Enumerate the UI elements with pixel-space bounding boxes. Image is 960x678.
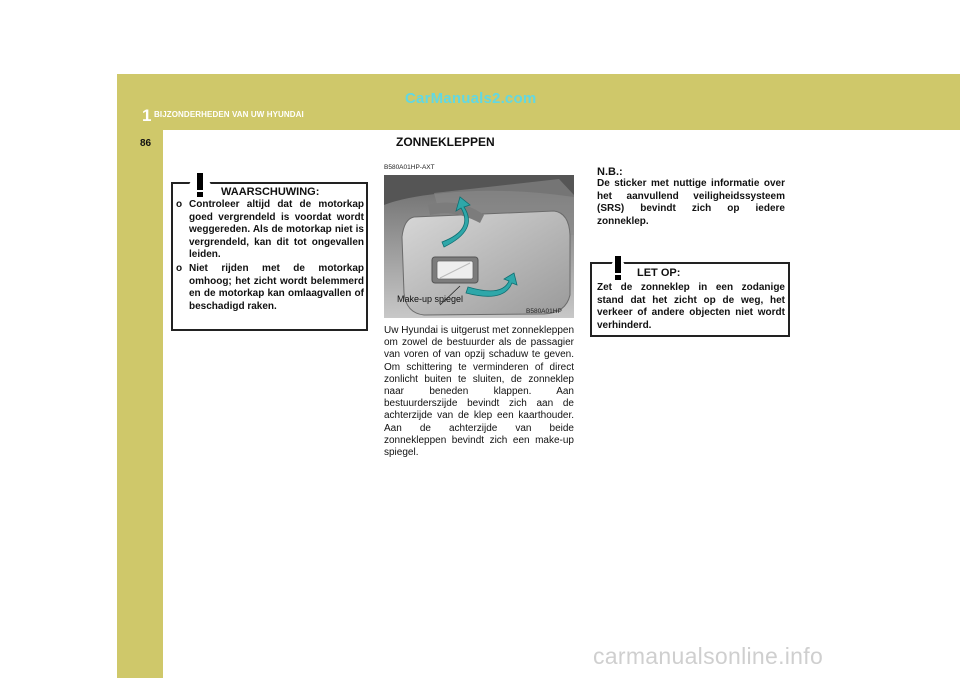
header-band bbox=[117, 74, 960, 130]
warning-heading: WAARSCHUWING: bbox=[221, 186, 320, 198]
warning-list bbox=[176, 199, 364, 314]
warning-item bbox=[176, 263, 364, 313]
note-text: De sticker met nuttige informatie over het aanvullend veiligheidssysteem (SRS) bevindt zich op iedere zonneklep. bbox=[597, 178, 785, 227]
caution-text: Zet de zonneklep in een zodanige stand dat het zicht op de weg, het verkeer of andere objecten niet wordt verhinderd. bbox=[597, 282, 785, 331]
warning-item-text: Controleer altijd dat de motorkap goed vergrendeld is voordat wordt weggereden. Als de motorkap niet is vergrendeld, kan dit tot ongevallen leiden. bbox=[189, 199, 364, 261]
watermark-bottom[interactable]: carmanualsonline.info bbox=[593, 643, 824, 669]
watermark-top[interactable]: CarManuals2.com bbox=[405, 90, 537, 107]
bullet: o bbox=[176, 199, 183, 210]
exclamation-icon bbox=[180, 164, 220, 204]
page-number: 86 bbox=[140, 138, 152, 149]
body-paragraph: Uw Hyundai is uitgerust met zonnekleppen om zowel de bestuurder als de passagier van voren of van opzij schaduw te geven. Om schittering te verminderen of direct zonlicht buiten te sluiten, de zonneklep naar beneden klappen. Aan bestuurderszijde bevindt zich aan de achterzijde van de klep een kaarthouder. Aan de achterzijde van beide zonnekleppen bevindt zich een make-up spiegel. bbox=[384, 325, 574, 459]
exclamation-icon bbox=[599, 250, 637, 286]
figure-code-bottom: B580A01HP bbox=[526, 308, 562, 315]
warning-item-text: Niet rijden met de motorkap omhoog; het zicht wordt belemmerd en de motorkap kan omlaagvallen of beschadigd raken. bbox=[189, 262, 364, 312]
sidebar-band bbox=[117, 74, 163, 678]
figure-code-top: B580A01HP-AXT bbox=[384, 164, 435, 171]
section-title: ZONNEKLEPPEN bbox=[396, 135, 495, 149]
caution-heading: LET OP: bbox=[637, 267, 681, 279]
warning-item bbox=[176, 199, 364, 262]
chapter-title: BIJZONDERHEDEN VAN UW HYUNDAI bbox=[154, 110, 304, 119]
note-heading: N.B.: bbox=[597, 166, 623, 178]
bullet: o bbox=[176, 262, 183, 274]
figure-label: Make-up spiegel bbox=[397, 294, 464, 304]
chapter-number: 1 bbox=[142, 106, 152, 125]
